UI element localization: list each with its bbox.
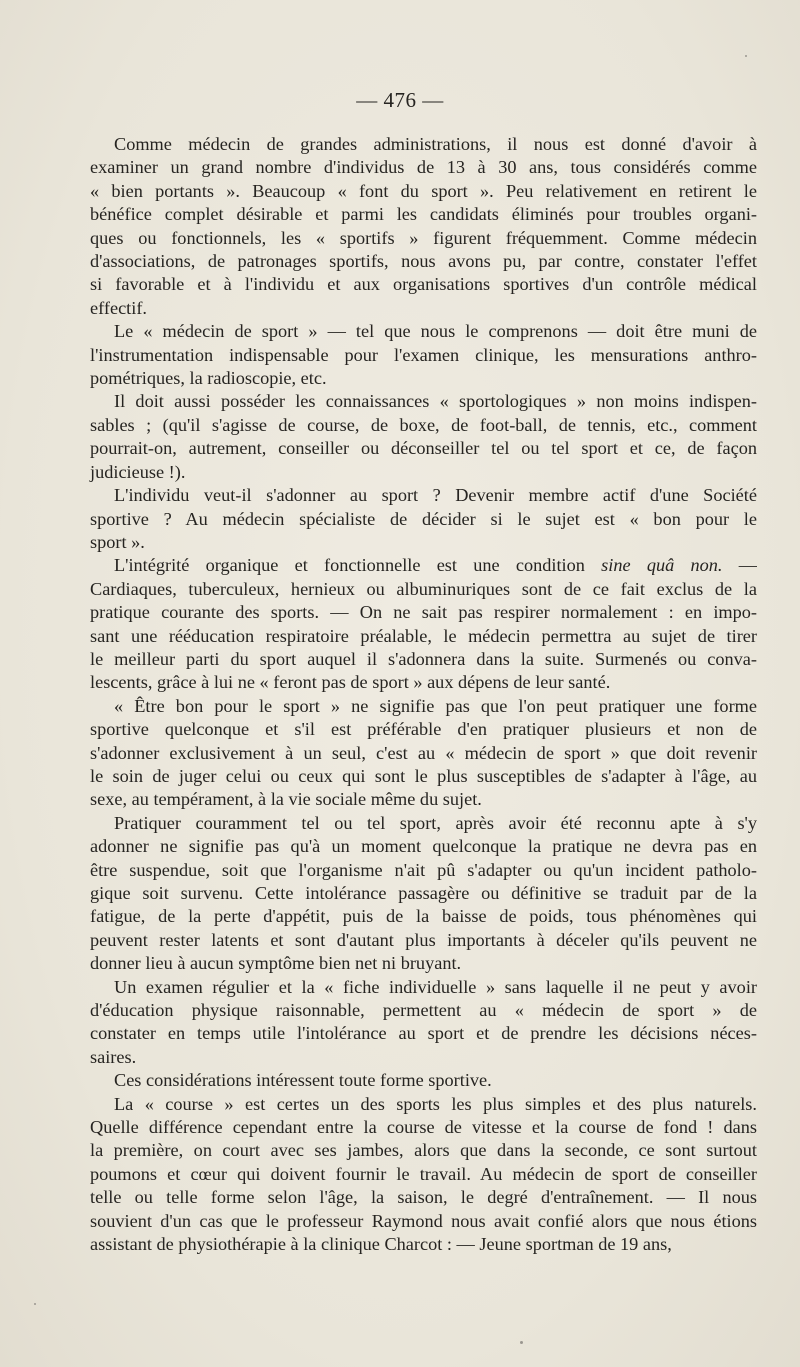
text-line: Ces considérations intéressent toute forme sportive. (114, 1070, 492, 1091)
text-line: sport ». (90, 531, 145, 552)
text-line: le meilleur parti du sport auquel il s'adonnera dans la suite. Surmenés ou conva- (90, 648, 757, 669)
text-line: Le « médecin de sport » — tel que nous le comprenons — doit être muni de (114, 321, 757, 342)
text-line: souvient d'un cas que le professeur Raymond nous avait confié alors que nous étions (90, 1210, 757, 1231)
text-line: L'individu veut-il s'adonner au sport ? Devenir membre actif d'une Société (114, 485, 757, 506)
text-line: sportive ? Au médecin spécialiste de décider si le sujet est « bon pour le (90, 508, 757, 529)
ink-speck (520, 1341, 523, 1344)
text-line: si favorable et à l'individu et aux organisations sportives d'un contrôle médical (90, 274, 757, 295)
paragraph (66, 554, 757, 694)
text-line: telle ou telle forme selon l'âge, la saison, le degré d'entraînement. — Il nous (90, 1187, 757, 1208)
italic-tail: — (722, 555, 757, 576)
text-line: sables ; (qu'il s'agisse de course, de boxe, de foot-ball, de tennis, etc., comment (90, 414, 757, 435)
text-line: examiner un grand nombre d'individus de 13 à 30 ans, tous considérés comme (90, 157, 757, 178)
text-line: judicieuse !). (90, 461, 186, 482)
text-line: Pratiquer couramment tel ou tel sport, après avoir été reconnu apte à s'y (114, 812, 757, 833)
text-line: l'instrumentation indispensable pour l'examen clinique, les mensurations anthro- (90, 344, 757, 365)
text-line: Il doit aussi posséder les connaissances « sportologiques » non moins indispen- (114, 391, 757, 412)
text-line: La « course » est certes un des sports les plus simples et des plus naturels. (114, 1093, 757, 1114)
text-line: L'intégrité organique et fonctionnelle est une condition sine quâ non. — (114, 555, 757, 576)
paragraph (66, 320, 757, 390)
text-line: « Être bon pour le sport » ne signifie pas que l'on peut pratiquer une forme (114, 695, 757, 716)
text-line: effectif. (90, 297, 148, 318)
paragraph (66, 390, 757, 484)
text-line: Comme médecin de grandes administrations, il nous est donné d'avoir à (114, 134, 757, 154)
text-line: adonner ne signifie pas qu'à un moment quelconque la pratique ne devra pas en (90, 836, 757, 857)
text-line: d'éducation physique raisonnable, permettent au « médecin de sport » de (90, 1000, 757, 1021)
text-line: la première, on court avec ses jambes, alors que dans la seconde, ce sont surtout (90, 1140, 757, 1161)
text-line: constater en temps utile l'intolérance au sport et de prendre les décisions néces- (90, 1023, 757, 1044)
text-line: Un examen régulier et la « fiche individuelle » sans laquelle il ne peut y avoir (114, 976, 757, 997)
text-line: pratique courante des sports. — On ne sait pas respirer normalement : en impo- (90, 602, 757, 623)
text-line: lescents, grâce à lui ne « feront pas de sport » aux dépens de leur santé. (90, 672, 611, 693)
text-line: fatigue, de la perte d'appétit, puis de la baisse de poids, tous phénomènes qui (90, 906, 757, 927)
text-line: être suspendue, soit que l'organisme n'ait pû s'adapter ou qu'un incident patholo- (90, 859, 757, 880)
text-line: assistant de physiothérapie à la clinique Charcot : — Jeune sportman de 19 ans, (90, 1234, 672, 1255)
body-text (66, 133, 757, 1257)
text-line: sant une rééducation respiratoire préalable, le médecin permettra au sujet de tirer (90, 625, 757, 646)
text-line: donner lieu à aucun symptôme bien net ni bruyant. (90, 953, 462, 974)
paragraph (66, 133, 757, 320)
page-number: — 476 — (356, 88, 444, 112)
text-line: « bien portants ». Beaucoup « font du sport ». Peu relativement en retirent le (90, 180, 757, 201)
text-line: saires. (90, 1046, 137, 1067)
text-line: pourrait-on, autrement, conseiller ou déconseiller tel ou tel sport et ce, de façon (90, 438, 757, 459)
text-line: pométriques, la radioscopie, etc. (90, 368, 327, 389)
text-line: Cardiaques, tuberculeux, hernieux ou albuminuriques sont de ce fait exclus de la (90, 578, 757, 599)
text-line: s'adonner exclusivement à un seul, c'est au « médecin de sport » que doit revenir (90, 742, 757, 763)
paragraph (66, 1093, 757, 1257)
ink-speck (34, 1303, 36, 1305)
paragraph (66, 976, 757, 1070)
paragraph (66, 484, 757, 554)
text-line: ques ou fonctionnels, les « sportifs » figurent fréquemment. Comme médecin (90, 227, 757, 248)
text-line: peuvent rester latents et sont d'autant plus importants à déceler qu'ils peuvent ne (90, 929, 757, 950)
paragraph (66, 1069, 757, 1092)
ink-speck (745, 55, 747, 57)
text-line: bénéfice complet désirable et parmi les candidats éliminés pour troubles organi- (90, 204, 757, 225)
text-line: d'associations, de patronages sportifs, nous avons pu, par contre, constater l'effet (90, 251, 757, 272)
text-line: gique soit survenu. Cette intolérance passagère ou définitive se traduit par de la (90, 883, 757, 903)
italic-phrase: sine quâ non. (601, 555, 723, 576)
text-line: le soin de juger celui ou ceux qui sont le plus susceptibles de s'adapter à l'âge, au (90, 765, 757, 786)
paragraph (66, 812, 757, 976)
paragraph (66, 695, 757, 812)
text-line: sexe, au tempérament, à la vie sociale même du sujet. (90, 789, 482, 810)
text-line: poumons et cœur qui doivent fournir le travail. Au médecin de sport de conseiller (90, 1163, 757, 1184)
text-line: Quelle différence cependant entre la course de vitesse et la course de fond ! dans (90, 1117, 757, 1138)
text-line: sportive quelconque et s'il est préférable d'en pratiquer plusieurs et non de (90, 719, 757, 740)
